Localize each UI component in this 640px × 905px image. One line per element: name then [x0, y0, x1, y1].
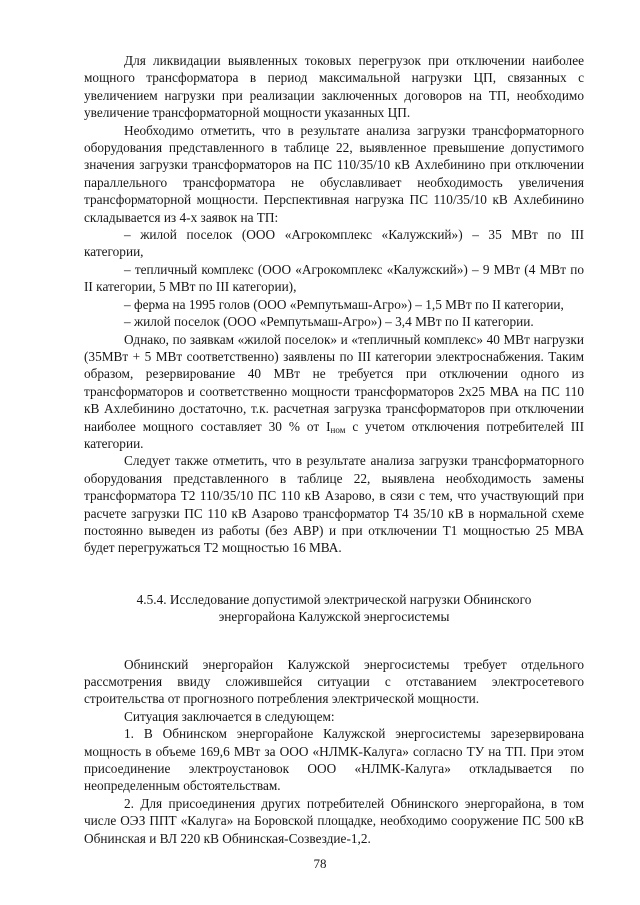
paragraph-obninsk-intro: Обнинский энергорайон Калужской энергосистемы требует отдельного рассмотрения ввиду сложившейся ситуации с отставанием электросетевого строительства от прогнозного потребления электрической мощности. [84, 656, 584, 707]
paragraph-akhlebinino-analysis: Необходимо отметить, что в результате анализа загрузки трансформаторного оборудования представленного в таблице 22, выявленное превышение допустимого значения загрузки трансформаторов на ПС 110/35/10 кВ Ахлебинино при отключении параллельного трансформатора не обуславливает необходимость увеличения трансформаторной мощности. Перспективная нагрузка ПС 110/35/10 кВ Ахлебинино складывается из 4-х заявок на ТП: [84, 122, 584, 225]
rated-current-subscript: ном [330, 424, 346, 435]
paragraph-azarovo: Следует также отметить, что в результате анализа загрузки трансформаторного оборудования представленного в таблице 22, выявлена необходимость замены трансформатора Т2 110/35/10 ПС 110 кВ Азарово, в сязи с тем, что участвующий при расчете загрузки ПС 110 кВ Азарово трансформатор Т4 35/10 кВ в нормальной схеме постоянно выведен из работы (без АВР) и при отключении Т1 мощностью 25 МВА будет перегружаться Т2 мощностью 16 МВА. [84, 453, 584, 556]
section-heading-line2: энергорайона Калужской энергосистемы [218, 609, 450, 625]
paragraph-transformer-overload: Для ликвидации выявленных токовых перегрузок при отключении наиболее мощного трансформатора в период максимальной нагрузки ЦП, связанных с увеличением нагрузки при реализации заключенных договоров на ТП, необходимо увеличение трансформаторной мощности указанных ЦП. [84, 53, 584, 121]
paragraph-point-1: 1. В Обнинском энергорайоне Калужской энергосистемы зарезервирована мощность в объеме 169,6 МВт за ООО «НЛМК-Калуга» согласно ТУ на ТП. При этом присоединение электроустановок ООО «НЛМК-Калуга» откладывается по неопределенным обстоятельствам. [84, 726, 584, 794]
document-page [84, 52, 584, 847]
section-heading [84, 591, 584, 626]
paragraph-situation: Ситуация заключается в следующем: [124, 708, 335, 724]
section-heading-line1: 4.5.4. Исследование допустимой электрической нагрузки Обнинского [136, 591, 532, 607]
paragraph-reservation [84, 331, 584, 453]
list-item: – жилой поселок (ООО «Ремпутьмаш-Агро») – 3,4 МВт по II категории. [124, 314, 534, 330]
page-number: 78 [313, 856, 327, 871]
list-item: – ферма на 1995 голов (ООО «Ремпутьмаш-Агро») – 1,5 МВт по II категории, [124, 296, 564, 312]
list-item: – тепличный комплекс (ООО «Агрокомплекс «Калужский») – 9 МВт (4 МВт по II категории, 5 МВт по III категории), [84, 261, 584, 295]
paragraph-reservation-tail: с учетом отключения потребителей III категории. [84, 418, 585, 451]
list-item: – жилой поселок (ООО «Агрокомплекс «Калужский») – 35 МВт по III категории, [84, 227, 584, 260]
paragraph-point-2: 2. Для присоединения других потребителей Обнинского энергорайона, в том числе ОЭЗ ППТ «Калуга» на Боровской площадке, необходимо сооружение ПС 500 кВ Обнинская и ВЛ 220 кВ Обнинская-Созвездие-1,2. [84, 795, 584, 846]
paragraph-reservation-main: Однако, по заявкам «жилой поселок» и «тепличный комплекс» 40 МВт нагрузки (35МВт + 5 МВт соответственно) заявлены по III категории электроснабжения. Таким образом, резервирование 40 МВт не требуется при отключении одного из трансформаторов и соответственно мощности трансформаторов 2х25 МВА на ПС 110 кВ Ахлебинино достаточно, т.к. расчетная загрузка трансформаторов при отключении наиболее мощного составляет 30 % от I [84, 331, 584, 434]
